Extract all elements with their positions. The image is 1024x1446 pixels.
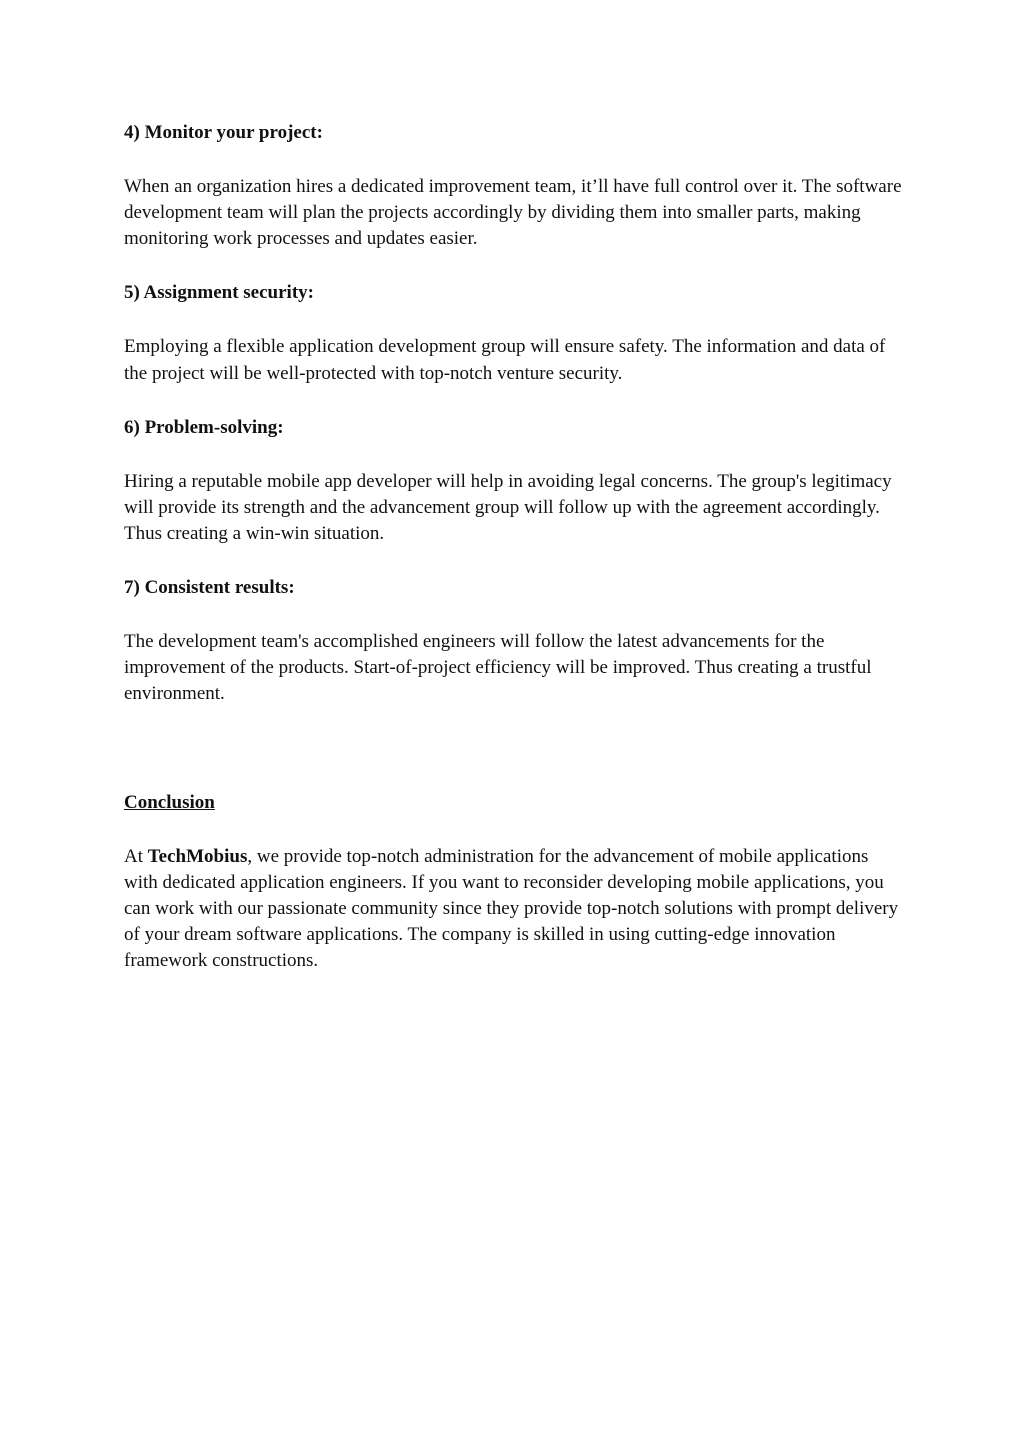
section-conclusion [124,790,904,975]
section-assignment-security [124,280,904,386]
section-paragraph: The development team's accomplished engineers will follow the latest advancements for the improvement of the products. Start-of-project efficiency will be improved. Thus creating a trustful environment. [124,631,872,705]
section-heading: 5) Assignment security: [124,282,314,304]
document-body [124,120,904,975]
section-heading: 4) Monitor your project: [124,122,323,143]
conclusion-prefix: At [124,845,148,867]
conclusion-heading: Conclusion [124,791,215,813]
section-heading: 7) Consistent results: [124,577,295,599]
conclusion-body: , we provide top-notch administration for the advancement of mobile applications with dedicated application engineers. If you want to reconsider developing mobile applications, you can work with our passionate community since they provide top-notch solutions with prompt delivery of your dream software applications. The company is skilled in using cutting-edge innovation framework constructions. [124,845,899,972]
brand-name: TechMobius [147,845,248,867]
section-paragraph: Employing a flexible application development group will ensure safety. The information and data of the project will be well-protected with top-notch venture security. [124,336,886,384]
section-monitor-project [124,120,904,253]
section-heading: 6) Problem-solving: [124,416,284,438]
section-consistent-results [124,575,904,708]
section-paragraph: When an organization hires a dedicated improvement team, it’ll have full control over it. The software development team will plan the projects accordingly by dividing them into smaller parts, making monitoring work processes and updates easier. [124,176,902,250]
conclusion-paragraph [124,844,904,975]
section-problem-solving [124,415,904,548]
section-paragraph: Hiring a reputable mobile app developer will help in avoiding legal concerns. The group's legitimacy will provide its strength and the advancement group will follow up with the agreement accordingly. Thus creating a win-win situation. [124,470,892,545]
